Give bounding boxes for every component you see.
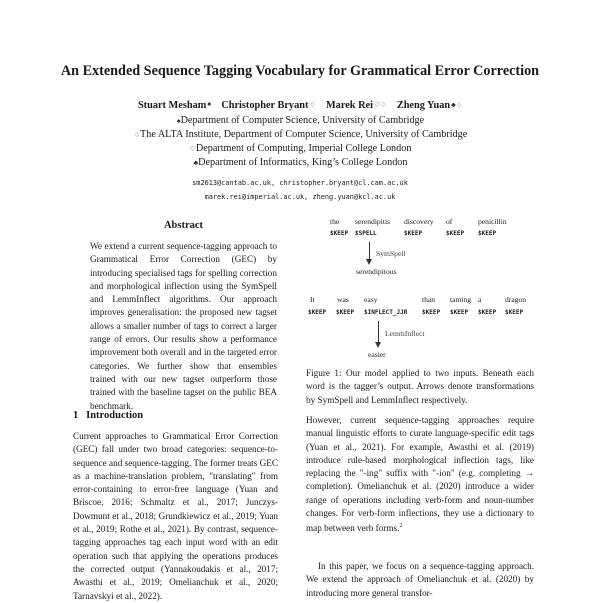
figure-word: was (337, 295, 349, 304)
figure-1 (300, 215, 540, 365)
figure-word: taming (450, 295, 472, 304)
author-list (40, 100, 560, 111)
arrow-head (375, 342, 381, 348)
figure-tag: $KEEP (505, 309, 524, 316)
figure-word: the (330, 217, 340, 226)
abstract-heading: Abstract (163, 220, 204, 231)
figure-tag: $KEEP (404, 230, 423, 237)
figure-tag: $KEEP (450, 309, 469, 316)
figure-tag: $KEEP (446, 230, 465, 237)
affiliation: ♡Department of Computing, Imperial College London (189, 143, 412, 154)
intro-body: Current approaches to Grammatical Error Correction (GEC) fall under two broad categories: sequence-to-sequence and sequence-tagging. The former treats GEC as a machine-translation problem, "translating" from error-containing to error-free language (Yuan and Briscoe, 2016; Schmaltz et al., 2017; Junczys-Dowmunt et al., 2018; Grundkiewicz et al., 2019; Yuan et al., 2019; Rothe et al., 2021). By contrast, sequence-tagging approaches tag each input word with an edit operation such that applying the operations produces the corrected output (Yannakoudakis et al., 2017; Awasthi et al., 2019; Omelianchuk et al., 2020; Tarnavskyi et al., 2022). (73, 431, 278, 601)
figure-word: a (478, 295, 482, 304)
arrow-label-lemminflect: LemmInflect (385, 329, 425, 338)
figure-tag: $SPELL (355, 230, 377, 237)
paper-title: An Extended Sequence Tagging Vocabulary for Grammatical Error Correction (60, 63, 540, 79)
figure-word: It (310, 295, 315, 304)
affiliation: ♢The ALTA Institute, Department of Computer Science, University of Cambridge (133, 129, 468, 140)
figure-word: than (422, 295, 436, 304)
affiliation: ♣Department of Informatics, King’s College London (193, 157, 408, 168)
figure-word: penicillin (478, 217, 507, 226)
abstract-body: We extend a current sequence-tagging approach to Grammatical Error Correction (GEC) by introducing specialised tags for spelling correction and morphological inflection using the SymSpell and LemmInflect algorithms. Our approach improves generalisation: the proposed new tagset allows a smaller number of tags to correct a larger range of errors. Our results show a performance improvement both overall and in the targeted error categories. We further show that ensembles trained with our new tagset outperform those trained with the baseline tagset on the public BEA benchmark. (90, 241, 277, 411)
figure-tag: $KEEP (330, 230, 349, 237)
author: Zheng Yuan♣♢ (396, 100, 463, 111)
figure-word: of (446, 217, 453, 226)
author: Stuart Mesham♠ (137, 100, 212, 111)
figure-word: easy (364, 295, 378, 304)
figure-tag: $KEEP (308, 309, 327, 316)
footnote-mark: 2 (399, 523, 403, 530)
email-list (40, 176, 560, 204)
arrow-line (378, 321, 379, 343)
figure-tag: $KEEP (478, 309, 497, 316)
section-heading (73, 410, 143, 421)
email-line: marek.rei@imperial.ac.uk, zheng.yuan@kcl.ac.uk (204, 193, 396, 201)
figure-tag: $KEEP (422, 309, 441, 316)
figure-word: dragon (505, 295, 527, 304)
body-paragraph: However, current sequence-tagging approaches require manual linguistic efforts to curate language-specific edit tags (Yuan et al., 2021). For example, Awasthi et al. (2019) introduce rule-based morphological inflection tags, like replacing the "-ing" suffix with "-ion" (e.g. completing → completion). Omelianchuk et al. (2020) introduce a wider range of operations including verb-form and noun-number changes. For verb-form inflections, they use a dictionary to map between verb forms.$^2$ (306, 415, 534, 534)
figure-caption: Figure 1: Our model applied to two inputs. Beneath each word is the tagger’s output. Arrows denote transformations by SymSpell and LemmInflect respectively. (306, 368, 534, 405)
figure-tag: $INFLECT_JJR (364, 309, 408, 316)
figure-output: serendipitous (356, 267, 397, 276)
figure-tag: $KEEP (336, 309, 355, 316)
figure-word: serendipitis (355, 217, 391, 226)
figure-tag: $KEEP (478, 230, 497, 237)
email-line: sm2613@cantab.ac.uk, christopher.bryant@cl.cam.ac.uk (192, 179, 408, 187)
section-number: 1 (73, 410, 79, 421)
arrow-line (369, 242, 370, 260)
figure-word: discovery (404, 217, 434, 226)
figure-output: easier (368, 350, 386, 359)
section-title: Introduction (86, 410, 144, 421)
body-paragraph: In this paper, we focus on a sequence-tagging approach. We extend the approach of Omelianchuk et al. (2020) by introducing more general transfor- (306, 561, 534, 598)
affiliation-list (40, 114, 560, 170)
author: Christopher Bryant♢ (221, 100, 316, 111)
author: Marek Rei♡♢ (325, 100, 387, 111)
arrow-head (366, 259, 372, 265)
arrow-label-symspell: SymSpell (376, 249, 406, 258)
affiliation: ♠Department of Computer Science, University of Cambridge (176, 115, 425, 126)
